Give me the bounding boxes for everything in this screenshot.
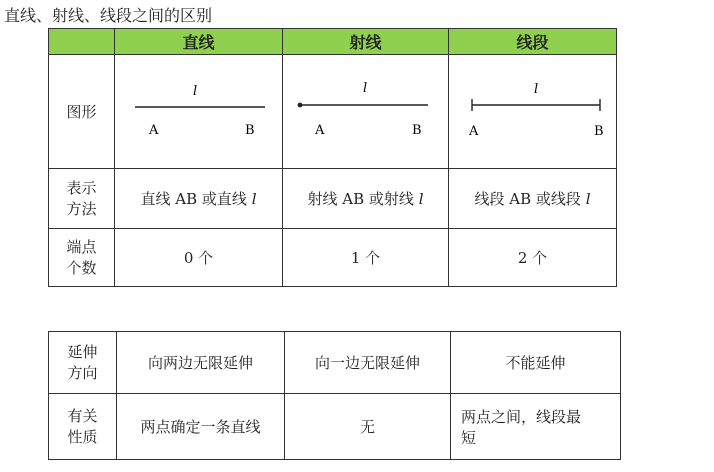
extend-line: 向两边无限延伸 xyxy=(117,332,285,394)
figure-ray xyxy=(283,55,449,169)
comparison-table xyxy=(48,28,617,287)
figure-line xyxy=(115,55,283,169)
page-title: 直线、射线、线段之间的区别 xyxy=(4,6,213,25)
header-ray: 射线 xyxy=(283,29,449,55)
notation-segment: 线段 AB 或线段 l xyxy=(449,169,617,229)
extend-ray: 向一边无限延伸 xyxy=(285,332,451,394)
endpoints-line: 0 个 xyxy=(115,229,283,287)
row-label-endpoints: 端点 个数 xyxy=(49,229,115,287)
row-label-figure: 图形 xyxy=(49,55,115,169)
ray-label: l xyxy=(363,81,368,96)
header-empty xyxy=(49,29,115,55)
endpoints-segment: 2 个 xyxy=(449,229,617,287)
line-label: l xyxy=(193,84,198,99)
ray-diagram xyxy=(283,55,449,169)
ray-endpoint xyxy=(298,103,303,108)
point-b-label: B xyxy=(245,123,255,138)
comparison-table-continued xyxy=(48,331,621,460)
row-label-property: 有关 性质 xyxy=(49,394,117,460)
segment-point-a-label: A xyxy=(469,124,479,139)
figure-segment xyxy=(449,55,617,169)
property-ray: 无 xyxy=(285,394,451,460)
header-segment: 线段 xyxy=(449,29,617,55)
ray-point-a-label: A xyxy=(315,123,325,138)
line-diagram xyxy=(115,55,283,169)
header-line: 直线 xyxy=(115,29,283,55)
segment-diagram xyxy=(449,55,617,169)
property-segment: 两点之间，线段最 短 xyxy=(451,394,621,460)
property-row xyxy=(49,394,621,460)
notation-ray: 射线 AB 或射线 l xyxy=(283,169,449,229)
row-label-extend: 延伸 方向 xyxy=(49,332,117,394)
property-line: 两点确定一条直线 xyxy=(117,394,285,460)
notation-row xyxy=(49,169,617,229)
endpoints-row xyxy=(49,229,617,287)
point-a-label: A xyxy=(149,123,159,138)
extend-row xyxy=(49,332,621,394)
endpoints-ray: 1 个 xyxy=(283,229,449,287)
segment-label: l xyxy=(534,82,539,97)
ray-point-b-label: B xyxy=(412,123,422,138)
segment-point-b-label: B xyxy=(594,124,604,139)
notation-line: 直线 AB 或直线 l xyxy=(115,169,283,229)
header-row xyxy=(49,29,617,55)
extend-segment: 不能延伸 xyxy=(451,332,621,394)
figure-row xyxy=(49,55,617,169)
row-label-notation: 表示 方法 xyxy=(49,169,115,229)
